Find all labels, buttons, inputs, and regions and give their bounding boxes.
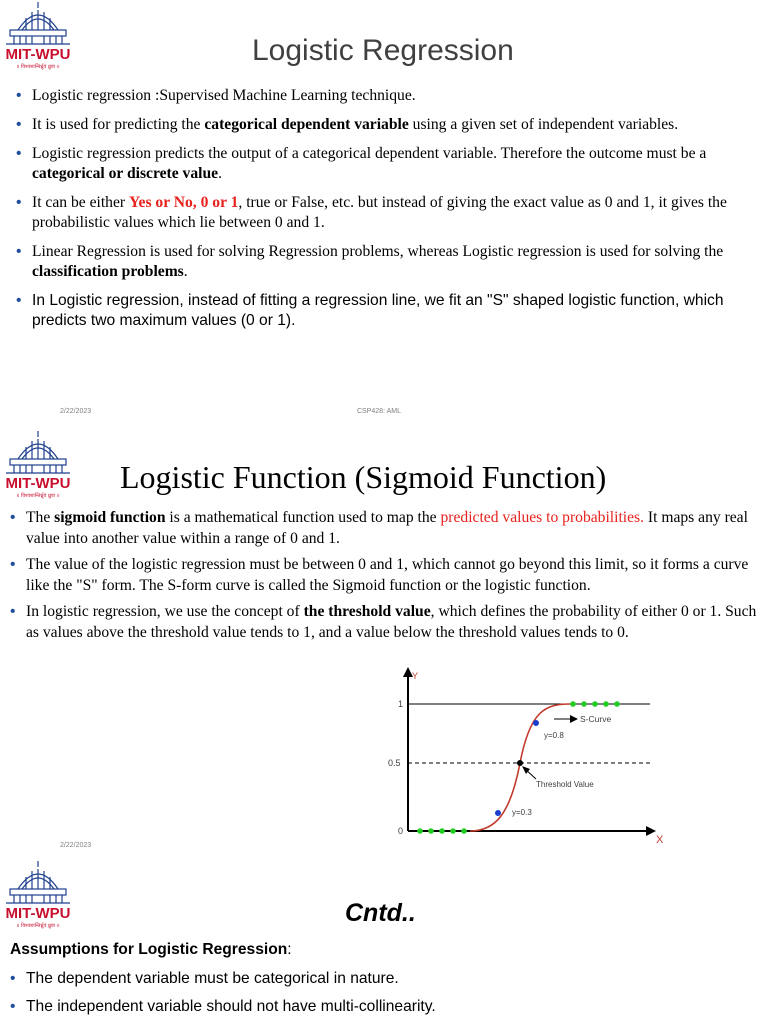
s-curve-label: S-Curve bbox=[580, 714, 612, 724]
threshold-point bbox=[517, 760, 523, 766]
bullet-icon: • bbox=[16, 243, 22, 260]
bullet-item bbox=[16, 242, 746, 282]
bullet-icon: • bbox=[16, 194, 22, 211]
point bbox=[428, 828, 434, 834]
bullet-text: Linear Regression is used for solving Regression problems, whereas Logistic regression is used for solving the bbox=[32, 243, 724, 260]
slide-title: Logistic Function (Sigmoid Function) bbox=[120, 459, 607, 495]
bullet-text: It is used for predicting the bbox=[32, 116, 205, 133]
section-heading-text: Assumptions for Logistic Regression bbox=[10, 941, 288, 958]
mit-wpu-logo bbox=[0, 859, 76, 935]
point-low-label: y=0.3 bbox=[512, 808, 532, 817]
bullet-text: The value of the logistic regression must be between 0 and 1, which cannot go beyond this limit, so it forms a curve like the "S" form. The S-form curve is called the Sigmoid function or the logistic function. bbox=[26, 556, 749, 594]
slide-title: Cntd.. bbox=[345, 899, 416, 927]
logo-name: MIT-WPU bbox=[5, 905, 71, 922]
bullet-text: , which defines the probability of either 0 or 1. Such as values above the threshold value tends to 1, and a value below the threshold values tends to 0. bbox=[26, 603, 757, 641]
sigmoid-graph bbox=[360, 665, 680, 855]
bullet-text: predicted values to probabilities. bbox=[440, 509, 645, 526]
slide-title: Logistic Regression bbox=[252, 34, 514, 67]
point-high-label: y=0.8 bbox=[544, 731, 564, 740]
bullet-icon: • bbox=[10, 509, 16, 526]
bullet-text: Logistic regression predicts the output of a categorical dependent variable. Therefore the outcome must be a bbox=[32, 145, 707, 162]
point-y-0-8 bbox=[533, 720, 539, 726]
bullet-icon: • bbox=[16, 87, 22, 104]
bullet-item bbox=[16, 291, 746, 331]
slide-assumptions bbox=[0, 859, 768, 1024]
bullet-item bbox=[16, 115, 746, 135]
bullet-text: categorical or discrete value bbox=[32, 165, 219, 182]
bullet-text: categorical dependent variable bbox=[204, 116, 409, 133]
logo-tagline: ॥ विश्वशान्तिर्ध्रुवं ध्रुवा ॥ bbox=[16, 64, 60, 70]
bullet-icon: • bbox=[16, 292, 22, 309]
mit-wpu-logo bbox=[0, 0, 76, 76]
footer-course: CSP428: AML bbox=[357, 408, 401, 415]
bullet-text: The bbox=[26, 509, 55, 526]
bullet-list bbox=[10, 969, 750, 1024]
footer-date: 2/22/2023 bbox=[60, 842, 92, 849]
bullet-icon: • bbox=[10, 603, 16, 620]
bullet-item bbox=[10, 508, 762, 549]
footer-date: 2/22/2023 bbox=[60, 408, 92, 415]
bullet-text: In Logistic regression, instead of fitting a regression line, we fit an "S" shaped logistic function, which predicts two maximum values (0 or 1). bbox=[32, 292, 724, 329]
point bbox=[417, 828, 423, 834]
bullet-icon: • bbox=[16, 116, 22, 133]
bullet-text: The dependent variable must be categorical in nature. bbox=[26, 970, 399, 987]
bullet-text: Logistic regression :Supervised Machine Learning technique. bbox=[32, 87, 416, 104]
bullet-text: . bbox=[218, 165, 222, 182]
y-axis-label: Y bbox=[412, 671, 419, 681]
bullet-icon: • bbox=[16, 145, 22, 162]
y-tick-1: 1 bbox=[398, 699, 404, 709]
bullet-text: Yes or No, 0 or 1 bbox=[128, 194, 239, 211]
bullet-text: sigmoid function bbox=[54, 509, 166, 526]
slide-logistic-regression bbox=[0, 0, 768, 429]
point bbox=[603, 701, 609, 707]
bullet-item bbox=[16, 144, 746, 184]
bullet-item bbox=[10, 602, 762, 643]
y-tick-0: 0 bbox=[398, 826, 404, 836]
point bbox=[439, 828, 445, 834]
bullet-text: classification problems bbox=[32, 263, 184, 280]
bullet-item bbox=[10, 969, 750, 989]
bullet-item bbox=[16, 86, 746, 106]
bullet-text: . bbox=[183, 263, 188, 280]
bullet-text: is a mathematical function used to map the bbox=[165, 509, 441, 526]
point bbox=[461, 828, 467, 834]
bullet-text: using a given set of independent variables. bbox=[408, 116, 679, 133]
bullet-icon: • bbox=[10, 556, 16, 573]
bullet-icon: • bbox=[10, 970, 16, 987]
x-axis-arrow bbox=[646, 826, 656, 836]
bullet-text: The independent variable should not have multi-collinearity. bbox=[26, 998, 436, 1015]
section-heading-suffix: : bbox=[287, 941, 292, 958]
bullet-icon: • bbox=[10, 998, 16, 1015]
point bbox=[581, 701, 587, 707]
bullet-item bbox=[10, 997, 750, 1017]
slide-sigmoid-function bbox=[0, 429, 768, 859]
logo-tagline: ॥ विश्वशान्तिर्ध्रुवं ध्रुवा ॥ bbox=[16, 923, 60, 929]
point bbox=[570, 701, 576, 707]
x-axis-label: X bbox=[656, 834, 664, 846]
point bbox=[450, 828, 456, 834]
bullet-list bbox=[10, 508, 762, 649]
logo-name: MIT-WPU bbox=[5, 46, 71, 63]
bullet-text: In logistic regression, we use the concept of bbox=[26, 603, 304, 620]
bullet-text: the threshold value bbox=[303, 603, 431, 620]
bullet-list bbox=[16, 86, 746, 340]
threshold-label: Threshold Value bbox=[536, 780, 594, 789]
point-y-0-3 bbox=[495, 810, 501, 816]
bullet-text: It can be either bbox=[32, 194, 129, 211]
bullet-text: It maps any real value into another value within a range of 0 and 1. bbox=[26, 509, 748, 547]
bullet-item bbox=[16, 193, 746, 233]
point bbox=[614, 701, 620, 707]
section-heading bbox=[10, 941, 292, 959]
y-tick-0-5: 0.5 bbox=[388, 758, 401, 768]
bullet-text: , true or False, etc. but instead of giving the exact value as 0 and 1, it gives the probabilistic values which lie between 0 and 1. bbox=[32, 194, 727, 231]
mit-wpu-logo bbox=[0, 429, 76, 505]
logo-tagline: ॥ विश्वशान्तिर्ध्रुवं ध्रुवा ॥ bbox=[16, 493, 60, 499]
logo-name: MIT-WPU bbox=[5, 475, 71, 492]
point bbox=[592, 701, 598, 707]
bullet-item bbox=[10, 555, 762, 596]
